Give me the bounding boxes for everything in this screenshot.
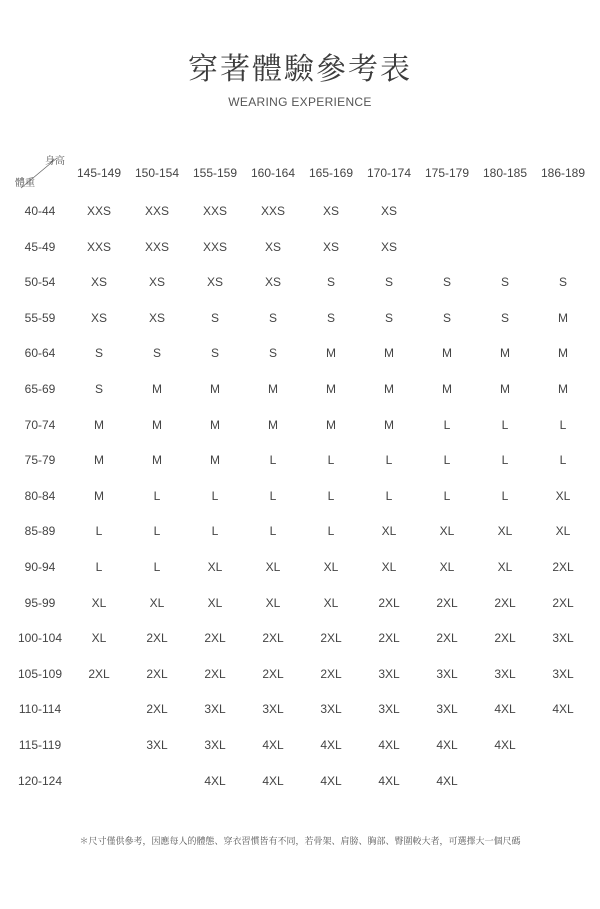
height-range-header: 145-149 [76,166,122,180]
size-cell: XS [322,240,339,254]
size-cell: XL [439,524,455,538]
weight-range-header: 90-94 [24,560,56,574]
size-cell: XS [90,311,107,325]
page-title: 穿著體驗參考表 [188,52,412,87]
size-cell: 2XL [494,631,516,645]
height-range-header: 186-189 [540,166,586,180]
size-cell: M [210,418,220,432]
size-cell: 3XL [262,702,284,716]
weight-range-header: 85-89 [24,524,56,538]
weight-range-header: 115-119 [18,738,62,752]
size-cell: 2XL [204,667,226,681]
size-cell: XL [323,596,339,610]
size-cell: S [442,311,451,325]
size-cell: XXS [86,240,111,254]
size-cell: 4XL [494,738,516,752]
size-cell: XS [206,275,223,289]
size-cell: XXS [260,204,285,218]
size-cell: M [384,382,394,396]
size-cell: M [152,418,162,432]
size-cell: M [94,418,104,432]
size-cell: S [326,311,335,325]
size-cell: 4XL [436,738,458,752]
size-cell: L [327,453,335,467]
size-cell: 2XL [494,596,516,610]
weight-range-header: 65-69 [24,382,56,396]
size-cell: 3XL [204,702,226,716]
height-range-header: 165-169 [308,166,354,180]
size-cell: M [326,418,336,432]
size-cell: L [211,489,219,503]
size-cell: M [558,311,568,325]
size-cell: L [269,489,277,503]
size-cell: 4XL [204,774,226,788]
size-cell: XXS [202,204,227,218]
size-cell: 4XL [320,774,342,788]
size-cell: XS [148,275,165,289]
size-cell: M [442,382,452,396]
height-range-header: 160-164 [250,166,296,180]
weight-range-header: 45-49 [24,240,56,254]
size-cell: 3XL [552,667,574,681]
weight-range-header: 70-74 [24,418,56,432]
size-cell: M [94,453,104,467]
height-range-header: 170-174 [366,166,412,180]
size-cell: 2XL [436,631,458,645]
size-cell: XL [149,596,165,610]
size-cell: S [558,275,567,289]
size-cell: 3XL [552,631,574,645]
size-cell: L [153,489,161,503]
size-cell: XXS [144,240,169,254]
size-cell: XS [264,240,281,254]
weight-range-header: 40-44 [24,204,56,218]
table-corner-header [15,156,67,190]
size-cell: XS [380,204,397,218]
size-cell: XL [555,524,571,538]
size-cell: M [500,346,510,360]
size-cell: XL [555,489,571,503]
size-cell: 3XL [146,738,168,752]
size-cell: XL [265,596,281,610]
size-cell: S [500,275,509,289]
page-subtitle: WEARING EXPERIENCE [228,95,372,109]
size-cell: 4XL [436,774,458,788]
size-cell: 4XL [552,702,574,716]
size-cell: XL [497,524,513,538]
size-cell: S [500,311,509,325]
size-cell: 2XL [552,596,574,610]
size-cell: S [384,275,393,289]
size-cell: XL [381,560,397,574]
size-cell: L [443,453,451,467]
size-cell: XS [148,311,165,325]
footnote: ＊尺寸僅供參考，因應每人的體態、穿衣習慣皆有不同，若骨架、肩膀、胸部、臀圍較大者，可選擇大一個尺碼 [79,837,521,847]
size-cell: L [559,453,567,467]
size-cell: 2XL [378,596,400,610]
size-cell: M [210,382,220,396]
size-cell: XL [439,560,455,574]
size-cell: M [152,453,162,467]
size-cell: L [269,453,277,467]
size-cell: 4XL [262,774,284,788]
height-range-header: 150-154 [134,166,180,180]
size-cell: 3XL [378,667,400,681]
size-cell: 2XL [378,631,400,645]
size-cell: L [95,524,103,538]
size-cell: XXS [202,240,227,254]
height-range-header: 175-179 [424,166,470,180]
size-cell: S [210,311,219,325]
size-cell: M [384,418,394,432]
size-cell: 2XL [146,631,168,645]
size-cell: XL [91,631,107,645]
size-cell: L [327,489,335,503]
height-range-header: 180-185 [482,166,528,180]
size-cell: XXS [86,204,111,218]
weight-range-header: 80-84 [24,489,56,503]
size-cell: XL [91,596,107,610]
weight-range-header: 120-124 [17,774,63,788]
size-cell: S [152,346,161,360]
size-cell: XS [90,275,107,289]
size-cell: 4XL [262,738,284,752]
size-cell: M [558,346,568,360]
size-cell: L [211,524,219,538]
size-cell: L [559,418,567,432]
size-cell: M [384,346,394,360]
size-cell: 2XL [146,702,168,716]
size-cell: XL [381,524,397,538]
size-cell: L [501,489,509,503]
size-cell: S [326,275,335,289]
size-cell: M [326,382,336,396]
size-cell: XL [497,560,513,574]
size-cell: M [94,489,104,503]
size-cell: L [153,524,161,538]
size-cell: S [94,346,103,360]
size-cell: L [443,489,451,503]
size-cell: XL [265,560,281,574]
weight-range-header: 75-79 [24,453,56,467]
size-cell: 4XL [494,702,516,716]
size-cell: XS [322,204,339,218]
height-range-header: 155-159 [192,166,238,180]
weight-range-header: 55-59 [24,311,56,325]
size-cell: 3XL [436,667,458,681]
size-cell: L [153,560,161,574]
size-cell: 3XL [204,738,226,752]
size-cell: S [210,346,219,360]
size-cell: L [269,524,277,538]
size-cell: 3XL [320,702,342,716]
size-cell: 3XL [436,702,458,716]
weight-range-header: 105-109 [17,667,63,681]
size-cell: XS [264,275,281,289]
size-cell: 4XL [378,774,400,788]
size-cell: L [385,453,393,467]
size-cell: M [442,346,452,360]
size-cell: S [268,311,277,325]
weight-range-header: 60-64 [24,346,56,360]
size-cell: S [268,346,277,360]
weight-range-header: 110-114 [18,702,62,716]
height-axis-label: 身高 [45,156,65,167]
size-cell: XL [207,596,223,610]
size-cell: L [501,453,509,467]
size-cell: 3XL [378,702,400,716]
size-cell: M [268,382,278,396]
size-cell: M [326,346,336,360]
size-cell: XS [380,240,397,254]
size-cell: 2XL [552,560,574,574]
size-cell: 4XL [378,738,400,752]
weight-range-header: 95-99 [24,596,56,610]
size-cell: 2XL [436,596,458,610]
size-cell: 2XL [320,667,342,681]
weight-range-header: 50-54 [24,275,56,289]
size-cell: M [152,382,162,396]
size-cell: M [210,453,220,467]
size-cell: 2XL [262,667,284,681]
size-cell: M [558,382,568,396]
weight-axis-label: 體重 [15,178,35,189]
size-cell: XXS [144,204,169,218]
size-cell: 2XL [320,631,342,645]
weight-range-header: 100-104 [17,631,63,645]
size-cell: M [500,382,510,396]
size-cell: 3XL [494,667,516,681]
size-cell: 2XL [146,667,168,681]
size-cell: S [384,311,393,325]
size-cell: 2XL [88,667,110,681]
size-cell: S [442,275,451,289]
size-cell: 2XL [204,631,226,645]
size-cell: XL [323,560,339,574]
size-cell: M [268,418,278,432]
size-cell: L [327,524,335,538]
size-cell: L [95,560,103,574]
size-cell: XL [207,560,223,574]
size-cell: L [501,418,509,432]
size-cell: L [443,418,451,432]
size-cell: 4XL [320,738,342,752]
size-cell: S [94,382,103,396]
size-cell: 2XL [262,631,284,645]
size-cell: L [385,489,393,503]
